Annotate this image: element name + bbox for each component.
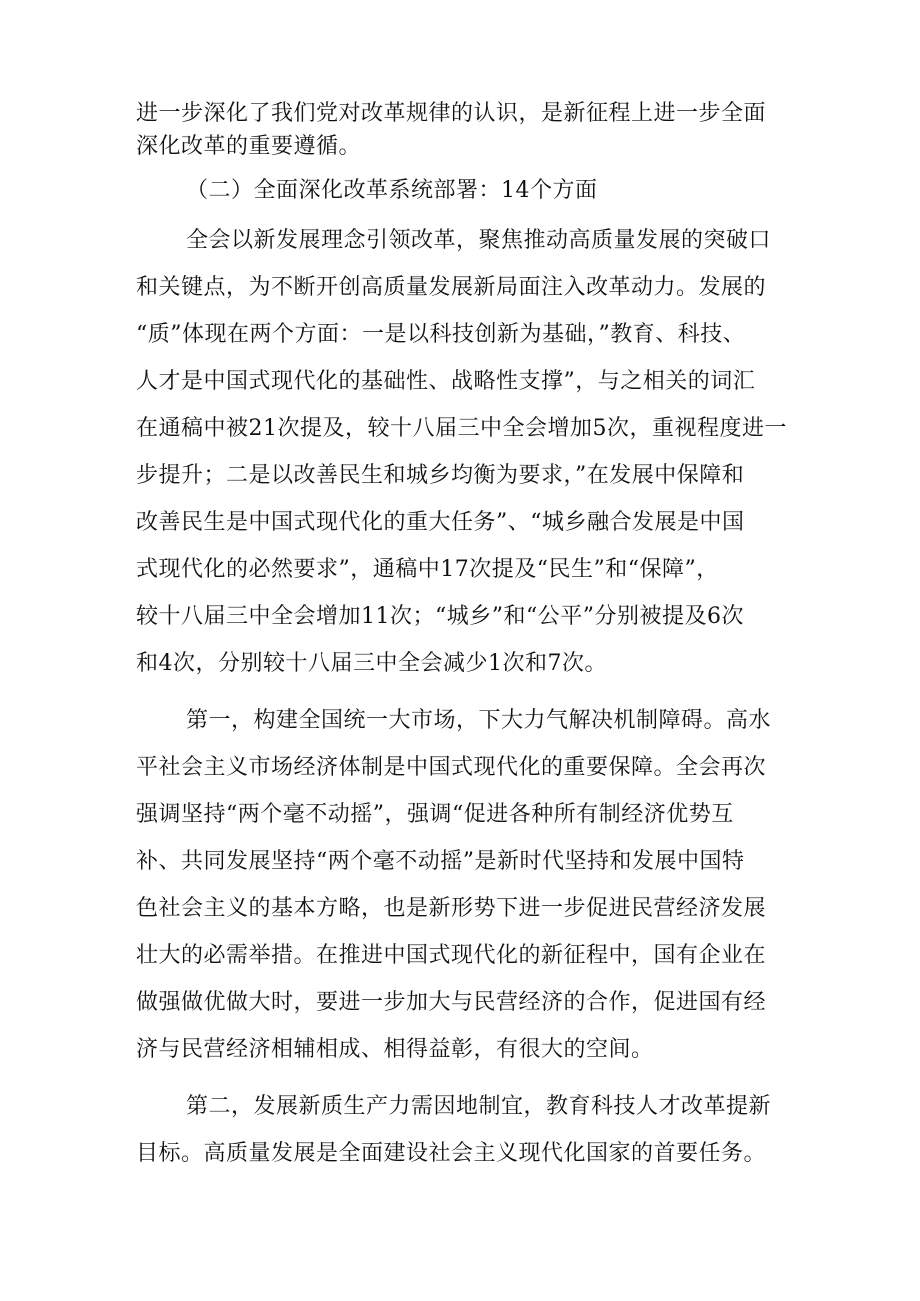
text-line: 和4次，分别较十八届三中全会减少1次和7次。 [136,651,607,676]
text-line: 步提升；二是以改善民生和城乡均衡为要求，”在发展中保障和 [136,463,745,488]
paragraph-first-line: 第二，发展新质生产力需因地制宜，教育科技人才改革提新 [186,1094,772,1119]
text-line: “质”体现在两个方面：一是以科技创新为基础，”教育、科技、 [136,322,746,347]
paragraph-first-line: 全会以新发展理念引领改革，聚焦推动高质量发展的突破口 [186,228,772,253]
text-line: 目标。高质量发展是全面建设社会主义现代化国家的首要任务。 [136,1141,767,1166]
text-line: 改善民生是中国式现代化的重大任务”、“城乡融合发展是中国 [136,510,745,535]
text-line: 深化改革的重要遵循。 [136,134,362,159]
section-heading: （二）全面深化改革系统部署：14个方面 [186,178,598,203]
text-line: 式现代化的必然要求”，通稿中17次提及“民生”和“保障”， [136,557,719,582]
text-line: 强调坚持“两个毫不动摇”，强调“促进各种所有制经济优势互 [136,802,734,827]
text-line: 壮大的必需举措。在推进中国式现代化的新征程中，国有企业在 [136,943,767,968]
text-line: 较十八届三中全会增加11次；“城乡”和“公平”分别被提及6次 [136,604,744,629]
text-line: 进一步深化了我们党对改革规律的认识，是新征程上进一步全面 [136,101,767,126]
text-line: 济与民营经济相辅相成、相得益彰，有很大的空间。 [136,1037,654,1062]
text-line: 补、共同发展坚持“两个毫不动摇”是新时代坚持和发展中国特 [136,849,745,874]
text-line: 和关键点，为不断开创高质量发展新局面注入改革动力。发展的 [136,275,767,300]
text-line: 做强做优做大时，要进一步加大与民营经济的合作，促进国有经 [136,990,767,1015]
text-line: 人才是中国式现代化的基础性、战略性支撑”，与之相关的词汇 [136,369,756,394]
text-line: 在通稿中被21次提及，较十八届三中全会增加5次，重视程度进一 [136,416,787,441]
paragraph-first-line: 第一，构建全国统一大市场，下大力气解决机制障碍。高水 [186,708,772,733]
text-line: 平社会主义市场经济体制是中国式现代化的重要保障。全会再次 [136,755,767,780]
text-line: 色社会主义的基本方略，也是新形势下进一步促进民营经济发展 [136,896,767,921]
